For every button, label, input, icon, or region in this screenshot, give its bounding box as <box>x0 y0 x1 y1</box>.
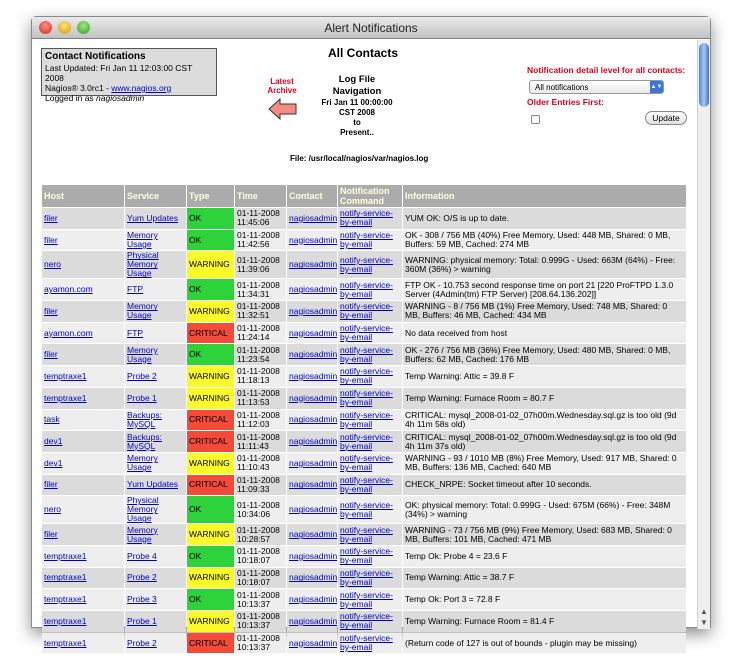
service-link[interactable]: FTP <box>127 284 144 295</box>
command-link[interactable]: notify-service-by-email <box>340 409 393 429</box>
time-cell: 01-11-2008 11:45:06 <box>235 208 286 229</box>
time-cell: 01-11-2008 10:34:06 <box>235 496 286 523</box>
contact-link[interactable]: nagiosadmin <box>289 349 338 360</box>
contact-cell <box>287 251 337 278</box>
information-cell: Temp Warning: Furnace Room = 80.7 F <box>403 388 686 409</box>
contact-cell <box>287 388 337 409</box>
service-cell <box>125 431 186 452</box>
service-cell <box>125 279 186 300</box>
detail-level-select[interactable] <box>529 80 664 94</box>
command-cell <box>338 475 402 496</box>
col-header-type: Type <box>187 185 234 207</box>
contact-link[interactable]: nagiosadmin <box>289 392 338 403</box>
time-cell: 01-11-2008 10:13:37 <box>235 589 286 610</box>
contact-link[interactable]: nagiosadmin <box>289 327 338 338</box>
service-link[interactable]: Memory Usage <box>127 230 158 250</box>
host-cell <box>42 546 124 567</box>
table-row <box>42 388 686 409</box>
table-row <box>42 279 686 300</box>
host-cell <box>42 496 124 523</box>
table-row <box>42 410 686 431</box>
service-link[interactable]: Yum Updates <box>127 212 179 223</box>
time-cell: 01-11-2008 10:13:37 <box>235 611 286 632</box>
information-cell: Temp Warning: Furnace Room = 81.4 F <box>403 611 686 632</box>
latest-archive-label[interactable]: Latest Archive <box>267 77 297 95</box>
information-cell: WARNING: physical memory: Total: 0.999G - Used: 663M (64%) - Free: 360M (36%) > warning <box>403 251 686 278</box>
command-link[interactable]: notify-service-by-email <box>340 589 393 609</box>
table-header-row <box>42 185 686 207</box>
host-cell <box>42 475 124 496</box>
service-link[interactable]: Backups: MySQL <box>127 431 162 451</box>
host-link[interactable]: filer <box>44 305 58 316</box>
contact-link[interactable]: nagiosadmin <box>289 370 338 381</box>
command-link[interactable]: notify-service-by-email <box>340 453 393 473</box>
table-row <box>42 633 686 654</box>
command-link[interactable]: notify-service-by-email <box>340 474 393 494</box>
command-link[interactable]: notify-service-by-email <box>340 524 393 544</box>
information-cell: Temp Ok: Port 3 = 72.8 F <box>403 589 686 610</box>
nagios-link[interactable]: www.nagios.org <box>111 83 172 93</box>
info-box <box>41 48 217 103</box>
contact-link[interactable]: nagiosadmin <box>289 212 338 223</box>
host-cell <box>42 589 124 610</box>
service-link[interactable]: Probe 2 <box>127 370 157 381</box>
contact-cell <box>287 301 337 322</box>
type-cell: WARNING <box>187 453 234 474</box>
logged-in-line <box>45 93 213 103</box>
time-cell: 01-11-2008 11:10:43 <box>235 453 286 474</box>
information-cell: YUM OK: O/S is up to date. <box>403 208 686 229</box>
page-title: All Contacts <box>328 46 399 60</box>
command-link[interactable]: notify-service-by-email <box>340 301 393 321</box>
service-cell <box>125 208 186 229</box>
type-cell: OK <box>187 546 234 567</box>
command-link[interactable]: notify-service-by-email <box>340 254 393 274</box>
table-row <box>42 568 686 589</box>
type-cell: WARNING <box>187 568 234 589</box>
time-cell: 01-11-2008 11:34:31 <box>235 279 286 300</box>
col-header-time: Time <box>235 185 286 207</box>
contact-cell <box>287 208 337 229</box>
contact-link[interactable]: nagiosadmin <box>289 259 338 270</box>
table-row <box>42 453 686 474</box>
command-link[interactable]: notify-service-by-email <box>340 366 393 386</box>
time-cell: 01-11-2008 11:24:14 <box>235 323 286 344</box>
nav-heading: Log File Navigation <box>332 74 382 97</box>
host-cell <box>42 410 124 431</box>
host-link[interactable]: temptraxe1 <box>44 572 87 583</box>
service-link[interactable]: Backups: MySQL <box>127 409 162 429</box>
type-cell: OK <box>187 344 234 365</box>
type-cell: WARNING <box>187 611 234 632</box>
service-link[interactable]: Probe 1 <box>127 615 157 626</box>
type-cell: OK <box>187 208 234 229</box>
host-cell <box>42 568 124 589</box>
time-cell: 01-11-2008 10:18:07 <box>235 568 286 589</box>
logged-in-text: Logged in as <box>45 93 97 103</box>
contact-cell <box>287 366 337 387</box>
service-link[interactable]: Probe 2 <box>127 572 157 583</box>
type-cell: OK <box>187 589 234 610</box>
table-row <box>42 301 686 322</box>
host-cell <box>42 230 124 251</box>
host-link[interactable]: dev1 <box>44 436 63 447</box>
time-cell: 01-11-2008 11:11:43 <box>235 431 286 452</box>
command-cell <box>338 431 402 452</box>
information-cell: FTP OK - 10.753 second response time on port 21 [220 ProFTPD 1.3.0 Server (4Admin(tm) FTP Server) [208.64.136.202]] <box>403 279 686 300</box>
host-cell <box>42 323 124 344</box>
service-link[interactable]: Memory Usage <box>127 524 158 544</box>
table-row <box>42 366 686 387</box>
type-cell: WARNING <box>187 388 234 409</box>
host-cell <box>42 453 124 474</box>
information-cell: OK - 308 / 756 MB (40%) Free Memory, Used: 448 MB, Shared: 0 MB, Buffers: 59 MB, Cached: 274 MB <box>403 230 686 251</box>
type-cell: WARNING <box>187 524 234 545</box>
information-cell: Temp Warning: Attic = 39.8 F <box>403 366 686 387</box>
table-row <box>42 251 686 278</box>
host-cell <box>42 251 124 278</box>
scrollbar-thumb[interactable] <box>699 43 709 107</box>
select-arrows-icon: ▲▼ <box>650 81 663 93</box>
contact-cell <box>287 496 337 523</box>
host-link[interactable]: filer <box>44 479 58 490</box>
time-cell: 01-11-2008 10:18:07 <box>235 546 286 567</box>
host-cell <box>42 344 124 365</box>
command-cell <box>338 546 402 567</box>
service-link[interactable]: Probe 3 <box>127 594 157 605</box>
contact-cell <box>287 475 337 496</box>
command-cell <box>338 496 402 523</box>
table-row <box>42 611 686 632</box>
command-cell <box>338 251 402 278</box>
detail-level-label: Notification detail level for all contacts: <box>527 65 686 75</box>
update-button[interactable]: Update <box>645 111 687 125</box>
contact-link[interactable]: nagiosadmin <box>289 550 338 561</box>
app-window <box>31 16 711 653</box>
command-link[interactable]: notify-service-by-email <box>340 230 393 250</box>
command-cell <box>338 208 402 229</box>
information-cell: WARNING - 93 / 1010 MB (8%) Free Memory, Used: 917 MB, Shared: 0 MB, Buffers: 136 MB, Cached: 640 MB <box>403 453 686 474</box>
table-row <box>42 208 686 229</box>
type-cell: WARNING <box>187 301 234 322</box>
command-cell <box>338 279 402 300</box>
table-row <box>42 344 686 365</box>
host-link[interactable]: filer <box>44 212 58 223</box>
col-header-information: Information <box>403 185 686 207</box>
information-cell: Temp Ok: Probe 4 = 23.6 F <box>403 546 686 567</box>
command-cell <box>338 410 402 431</box>
host-link[interactable]: task <box>44 414 60 425</box>
information-cell: (Return code of 127 is out of bounds - plugin may be missing) <box>403 633 686 654</box>
contact-link[interactable]: nagiosadmin <box>289 305 338 316</box>
contact-link[interactable]: nagiosadmin <box>289 637 338 648</box>
host-link[interactable]: temptraxe1 <box>44 594 87 605</box>
type-cell: OK <box>187 496 234 523</box>
nav-from-date: Fri Jan 11 00:00:00 CST 2008 <box>321 98 393 117</box>
nav-present: Present.. <box>340 128 374 137</box>
command-link[interactable]: notify-service-by-email <box>340 323 393 343</box>
service-link[interactable]: Probe 1 <box>127 392 157 403</box>
time-cell: 01-11-2008 11:18:13 <box>235 366 286 387</box>
col-header-host: Host <box>42 185 124 207</box>
scroll-down-icon[interactable]: ▼ <box>700 618 708 627</box>
type-cell: OK <box>187 279 234 300</box>
table-row <box>42 323 686 344</box>
alerts-table-body <box>42 208 686 653</box>
service-cell <box>125 366 186 387</box>
host-cell <box>42 208 124 229</box>
command-cell <box>338 589 402 610</box>
contact-link[interactable]: nagiosadmin <box>289 594 338 605</box>
information-cell: WARNING - 73 / 756 MB (9%) Free Memory, Used: 683 MB, Shared: 0 MB, Buffers: 101 MB, Cached: 471 MB <box>403 524 686 545</box>
service-cell <box>125 568 186 589</box>
host-link[interactable]: temptraxe1 <box>44 550 87 561</box>
information-cell: CRITICAL: mysql_2008-01-02_07h00m.Wednesday.sql.gz is too old (9d 4h 11m 58s old) <box>403 410 686 431</box>
contact-link[interactable]: nagiosadmin <box>289 504 338 515</box>
host-link[interactable]: temptraxe1 <box>44 615 87 626</box>
time-cell: 01-11-2008 11:23:54 <box>235 344 286 365</box>
information-cell: WARNING - 8 / 756 MB (1%) Free Memory, Used: 748 MB, Shared: 0 MB, Buffers: 46 MB, Cached: 434 MB <box>403 301 686 322</box>
command-cell <box>338 524 402 545</box>
command-link[interactable]: notify-service-by-email <box>340 279 393 299</box>
page-content <box>32 40 699 653</box>
service-cell <box>125 388 186 409</box>
host-cell <box>42 388 124 409</box>
contact-cell <box>287 546 337 567</box>
host-link[interactable]: temptraxe1 <box>44 637 87 648</box>
host-link[interactable]: nero <box>44 259 62 270</box>
log-navigation <box>315 74 399 138</box>
version-text: Nagios® 3.0rc1 - <box>45 83 112 93</box>
contact-link[interactable]: nagiosadmin <box>289 234 338 245</box>
table-row <box>42 546 686 567</box>
service-link[interactable]: Memory Usage <box>127 301 158 321</box>
information-cell: No data received from host <box>403 323 686 344</box>
host-link[interactable]: temptraxe1 <box>44 392 87 403</box>
host-cell <box>42 524 124 545</box>
host-link[interactable]: ayamon.com <box>44 284 93 295</box>
information-cell: OK - 276 / 756 MB (36%) Free Memory, Used: 480 MB, Shared: 0 MB, Buffers: 62 MB, Cached: 176 MB <box>403 344 686 365</box>
command-cell <box>338 568 402 589</box>
service-cell <box>125 301 186 322</box>
host-link[interactable]: filer <box>44 234 58 245</box>
service-cell <box>125 633 186 654</box>
table-row <box>42 524 686 545</box>
time-cell: 01-11-2008 11:42:56 <box>235 230 286 251</box>
contact-cell <box>287 323 337 344</box>
contact-link[interactable]: nagiosadmin <box>289 414 338 425</box>
contact-cell <box>287 611 337 632</box>
contact-link[interactable]: nagiosadmin <box>289 457 338 468</box>
service-link[interactable]: Physical Memory Usage <box>127 495 159 524</box>
window-title: Alert Notifications <box>324 21 418 35</box>
time-cell: 01-11-2008 11:39:06 <box>235 251 286 278</box>
command-link[interactable]: notify-service-by-email <box>340 208 393 228</box>
detail-level-value: All notifications <box>535 83 589 92</box>
information-cell: CHECK_NRPE: Socket timeout after 10 seconds. <box>403 475 686 496</box>
service-link[interactable]: Probe 2 <box>127 637 157 648</box>
service-cell <box>125 344 186 365</box>
contact-link[interactable]: nagiosadmin <box>289 436 338 447</box>
service-link[interactable]: FTP <box>127 327 144 338</box>
host-cell <box>42 611 124 632</box>
command-cell <box>338 388 402 409</box>
contact-cell <box>287 230 337 251</box>
host-cell <box>42 279 124 300</box>
command-cell <box>338 344 402 365</box>
info-title: Contact Notifications <box>45 51 146 62</box>
type-cell: CRITICAL <box>187 323 234 344</box>
type-cell: CRITICAL <box>187 633 234 654</box>
contact-link[interactable]: nagiosadmin <box>289 529 338 540</box>
service-link[interactable]: Memory Usage <box>127 453 158 473</box>
contact-cell <box>287 344 337 365</box>
table-row <box>42 475 686 496</box>
host-link[interactable]: dev1 <box>44 457 63 468</box>
table-row <box>42 589 686 610</box>
service-cell <box>125 251 186 278</box>
host-cell <box>42 633 124 654</box>
col-header-service: Service <box>125 185 186 207</box>
command-cell <box>338 366 402 387</box>
service-cell <box>125 546 186 567</box>
left-arrow-icon[interactable] <box>268 98 298 120</box>
command-cell <box>338 633 402 654</box>
vertical-scrollbar[interactable] <box>697 40 710 629</box>
service-cell <box>125 589 186 610</box>
time-cell: 01-11-2008 11:12:03 <box>235 410 286 431</box>
contact-cell <box>287 589 337 610</box>
command-link[interactable]: notify-service-by-email <box>340 388 393 408</box>
version-line <box>45 83 213 93</box>
service-cell <box>125 410 186 431</box>
older-entries-checkbox[interactable] <box>531 115 540 124</box>
contact-cell <box>287 431 337 452</box>
time-cell: 01-11-2008 11:13:53 <box>235 388 286 409</box>
service-cell <box>125 475 186 496</box>
command-link[interactable]: notify-service-by-email <box>340 567 393 587</box>
table-row <box>42 431 686 452</box>
type-cell: WARNING <box>187 366 234 387</box>
service-cell <box>125 453 186 474</box>
table-row <box>42 496 686 523</box>
host-link[interactable]: filer <box>44 349 58 360</box>
host-link[interactable]: ayamon.com <box>44 327 93 338</box>
service-cell <box>125 611 186 632</box>
command-link[interactable]: notify-service-by-email <box>340 611 393 631</box>
host-cell <box>42 366 124 387</box>
host-link[interactable]: temptraxe1 <box>44 370 87 381</box>
service-link[interactable]: Physical Memory Usage <box>127 250 159 279</box>
service-link[interactable]: Yum Updates <box>127 479 179 490</box>
contact-cell <box>287 410 337 431</box>
contact-link[interactable]: nagiosadmin <box>289 615 338 626</box>
title-bar <box>32 17 710 39</box>
contact-cell <box>287 279 337 300</box>
table-row <box>42 230 686 251</box>
contact-cell <box>287 524 337 545</box>
host-cell <box>42 301 124 322</box>
contact-link[interactable]: nagiosadmin <box>289 284 338 295</box>
contact-cell <box>287 453 337 474</box>
command-cell <box>338 323 402 344</box>
scroll-up-icon[interactable]: ▲ <box>700 607 708 616</box>
contact-cell <box>287 633 337 654</box>
command-cell <box>338 301 402 322</box>
host-link[interactable]: filer <box>44 529 58 540</box>
information-cell: Temp Warning: Attic = 38.7 F <box>403 568 686 589</box>
command-link[interactable]: notify-service-by-email <box>340 344 393 364</box>
host-cell <box>42 431 124 452</box>
time-cell: 01-11-2008 11:09:33 <box>235 475 286 496</box>
time-cell: 01-11-2008 10:28:57 <box>235 524 286 545</box>
command-cell <box>338 230 402 251</box>
host-link[interactable]: nero <box>44 504 62 515</box>
service-link[interactable]: Memory Usage <box>127 344 158 364</box>
file-path-label: File: /usr/local/nagios/var/nagios.log <box>290 154 429 163</box>
command-link[interactable]: notify-service-by-email <box>340 633 393 653</box>
time-cell: 01-11-2008 10:13:37 <box>235 633 286 654</box>
last-updated: Last Updated: Fri Jan 11 12:03:00 CST 2008 <box>45 63 193 83</box>
command-link[interactable]: notify-service-by-email <box>340 499 393 519</box>
service-cell <box>125 323 186 344</box>
command-link[interactable]: notify-service-by-email <box>340 431 393 451</box>
service-cell <box>125 230 186 251</box>
contact-link[interactable]: nagiosadmin <box>289 479 338 490</box>
information-cell: OK: physical memory: Total: 0.999G - Used: 675M (66%) - Free: 348M (34%) > warning <box>403 496 686 523</box>
type-cell: CRITICAL <box>187 431 234 452</box>
type-cell: CRITICAL <box>187 410 234 431</box>
contact-cell <box>287 568 337 589</box>
type-cell: CRITICAL <box>187 475 234 496</box>
time-cell: 01-11-2008 11:32:51 <box>235 301 286 322</box>
contact-link[interactable]: nagiosadmin <box>289 572 338 583</box>
logged-in-user: nagiosadmin <box>96 93 145 103</box>
information-cell: CRITICAL: mysql_2008-01-02_07h00m.Wednesday.sql.gz is too old (9d 4h 11m 37s old) <box>403 431 686 452</box>
command-cell <box>338 453 402 474</box>
command-link[interactable]: notify-service-by-email <box>340 546 393 566</box>
nav-to-label: to <box>353 118 361 127</box>
service-link[interactable]: Probe 4 <box>127 550 157 561</box>
type-cell: WARNING <box>187 251 234 278</box>
type-cell: OK <box>187 230 234 251</box>
col-header-contact: Contact <box>287 185 337 207</box>
older-entries-label: Older Entries First: <box>527 97 604 107</box>
command-cell <box>338 611 402 632</box>
alerts-table <box>41 184 687 654</box>
col-header-command: Notification Command <box>338 185 402 207</box>
service-cell <box>125 524 186 545</box>
service-cell <box>125 496 186 523</box>
